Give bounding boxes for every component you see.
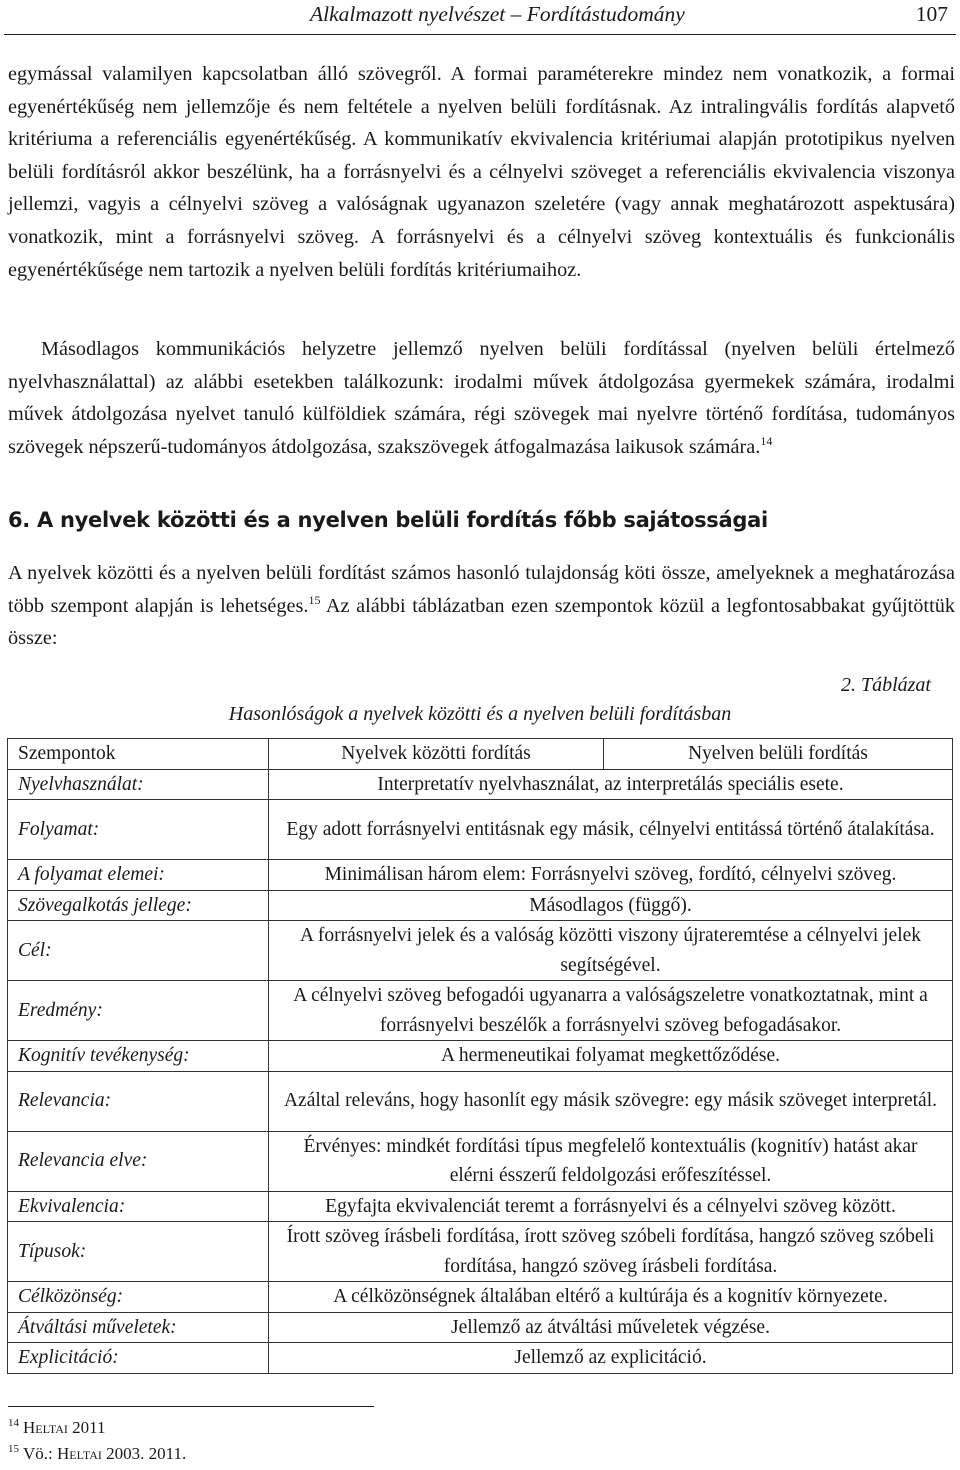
row-label: A folyamat elemei: (8, 860, 269, 891)
body-paragraph-3 (8, 557, 955, 655)
table-header-cell: Szempontok (8, 739, 269, 770)
footnote-rule (8, 1406, 374, 1407)
table-row (8, 1071, 953, 1131)
footnote-number: 14 (8, 1417, 19, 1429)
table-row (8, 1343, 953, 1374)
footnote-15 (8, 1443, 186, 1464)
table-header-cell: Nyelvek közötti fordítás (269, 739, 604, 770)
row-value: A célközönségnek általában eltérő a kultúrája és a kognitív környezete. (269, 1282, 953, 1313)
footnote-prefix: Vö.: (23, 1444, 57, 1463)
row-label: Ekvivalencia: (8, 1191, 269, 1222)
similarities-table (7, 738, 953, 1374)
paragraph-text-tail: Az alábbi táblázatban ezen szempontok közül a legfontosabbakat gyűjtöttük össze: (8, 594, 955, 650)
row-label: Eredmény: (8, 981, 269, 1041)
table-caption: Hasonlóságok a nyelvek közötti és a nyelven belüli fordításban (228, 703, 732, 725)
running-title: Alkalmazott nyelvészet – Fordítástudomány (310, 2, 685, 26)
paragraph-text: Másodlagos kommunikációs helyzetre jellemző nyelven belüli fordítással (nyelven belüli értelmező nyelvhasználattal) az alábbi esetekben találkozunk: irodalmi művek átdolgozása gyermekek számára, irodalmi művek átdolgozása nyelvet tanuló külföldiek számára, régi szövegek mai nyelvre történő fordítása, tudományos szövegek népszerű-tudományos átdolgozása, szakszövegek átfogalmazása laikusok számára. (8, 338, 955, 458)
table-row (8, 1282, 953, 1313)
running-head (4, 0, 956, 35)
footnote-ref-14[interactable]: 14 (760, 433, 773, 448)
table-row (8, 1191, 953, 1222)
body-paragraph-2 (8, 333, 955, 463)
table-row (8, 800, 953, 860)
row-value: Egyfajta ekvivalenciát teremt a forrásnyelvi és a célnyelvi szöveg között. (269, 1191, 953, 1222)
body-paragraph-1 (8, 58, 955, 286)
row-label: Relevancia: (8, 1071, 269, 1131)
row-value: Érvényes: mindkét fordítási típus megfelelő kontextuális (kognitív) hatást akar elérni ésszerű feldolgozási erőfeszítéssel. (269, 1131, 953, 1191)
row-label: Típusok: (8, 1222, 269, 1282)
table-row (8, 1041, 953, 1072)
row-label: Célközönség: (8, 1282, 269, 1313)
footnote-text: 2011 (67, 1418, 106, 1437)
footnote-text: 2003. 2011. (101, 1444, 187, 1463)
table-row (8, 769, 953, 800)
row-label: Cél: (8, 921, 269, 981)
footnote-number: 15 (8, 1443, 19, 1455)
row-value: Egy adott forrásnyelvi entitásnak egy másik, célnyelvi entitássá történő átalakítása. (269, 800, 953, 860)
row-value: A forrásnyelvi jelek és a valóság közötti viszony újrateremtése a célnyelvi jelek segítségével. (269, 921, 953, 981)
row-value: A célnyelvi szöveg befogadói ugyanarra a valóságszeletre vonatkoztatnak, mint a forrásnyelvi beszélők a forrásnyelvi szöveg befogadásakor. (269, 981, 953, 1041)
section-heading: 6. A nyelvek közötti és a nyelven belüli fordítás főbb sajátosságai (8, 508, 768, 532)
footnote-ref-15[interactable]: 15 (308, 592, 321, 607)
footnote-author: Heltai (57, 1444, 102, 1463)
footnote-14 (8, 1417, 106, 1438)
row-label: Átváltási műveletek: (8, 1312, 269, 1343)
row-label: Kognitív tevékenység: (8, 1041, 269, 1072)
row-value: Jellemző az átváltási műveletek végzése. (269, 1312, 953, 1343)
row-value: Minimálisan három elem: Forrásnyelvi szöveg, fordító, célnyelvi szöveg. (269, 860, 953, 891)
table-header-cell: Nyelven belüli fordítás (604, 739, 953, 770)
footnote-author: Heltai (23, 1418, 68, 1437)
row-value: Azáltal releváns, hogy hasonlít egy másik szövegre: egy másik szöveget interpretál. (269, 1071, 953, 1131)
table-number: 2. Táblázat (840, 674, 931, 696)
table-row (8, 981, 953, 1041)
paragraph-text: A nyelvek közötti és a nyelven belüli fordítást számos hasonló tulajdonság köti össze, amelyeknek a meghatározása több szempont alapján is lehetséges. (8, 562, 955, 617)
table-row (8, 1131, 953, 1191)
table-header-row (8, 739, 953, 770)
row-value: A hermeneutikai folyamat megkettőződése. (269, 1041, 953, 1072)
row-label: Folyamat: (8, 800, 269, 860)
row-value: Jellemző az explicitáció. (269, 1343, 953, 1374)
table-row (8, 1222, 953, 1282)
table-row (8, 1312, 953, 1343)
row-label: Szövegalkotás jellege: (8, 890, 269, 921)
table-row (8, 890, 953, 921)
page-number: 107 (915, 2, 948, 26)
table-row (8, 860, 953, 891)
row-label: Explicitáció: (8, 1343, 269, 1374)
table-row (8, 921, 953, 981)
row-value: Írott szöveg írásbeli fordítása, írott szöveg szóbeli fordítása, hangzó szöveg szóbeli fordítása, hangzó szöveg írásbeli fordítása. (269, 1222, 953, 1282)
row-value: Másodlagos (függő). (269, 890, 953, 921)
row-value: Interpretatív nyelvhasználat, az interpretálás speciális esete. (269, 769, 953, 800)
row-label: Nyelvhasználat: (8, 769, 269, 800)
paragraph-text: egymással valamilyen kapcsolatban álló szövegről. A formai paraméterekre mindez nem vonatkozik, a formai egyenértékűség nem jellemzője és nem feltétele a nyelven belüli fordításnak. Az intralingvális fordítás alapvető kritériuma a referenciális egyenértékűség. A kommunikatív ekvivalencia kritériumai alapján prototipikus nyelven belüli fordításról akkor beszélünk, ha a forrásnyelvi és a célnyelvi szöveget a referenciális ekvivalencia viszonya jellemzi, vagyis a célnyelvi szöveg a valóságnak ugyanazon szeletére (vagy annak meghatározott aspektusára) vonatkozik, mint a forrásnyelvi szöveg. A forrásnyelvi és a célnyelvi szöveg kontextuális és funkcionális egyenértékűsége nem tartozik a nyelven belüli fordítás kritériumaihoz. (8, 63, 955, 281)
row-label: Relevancia elve: (8, 1131, 269, 1191)
